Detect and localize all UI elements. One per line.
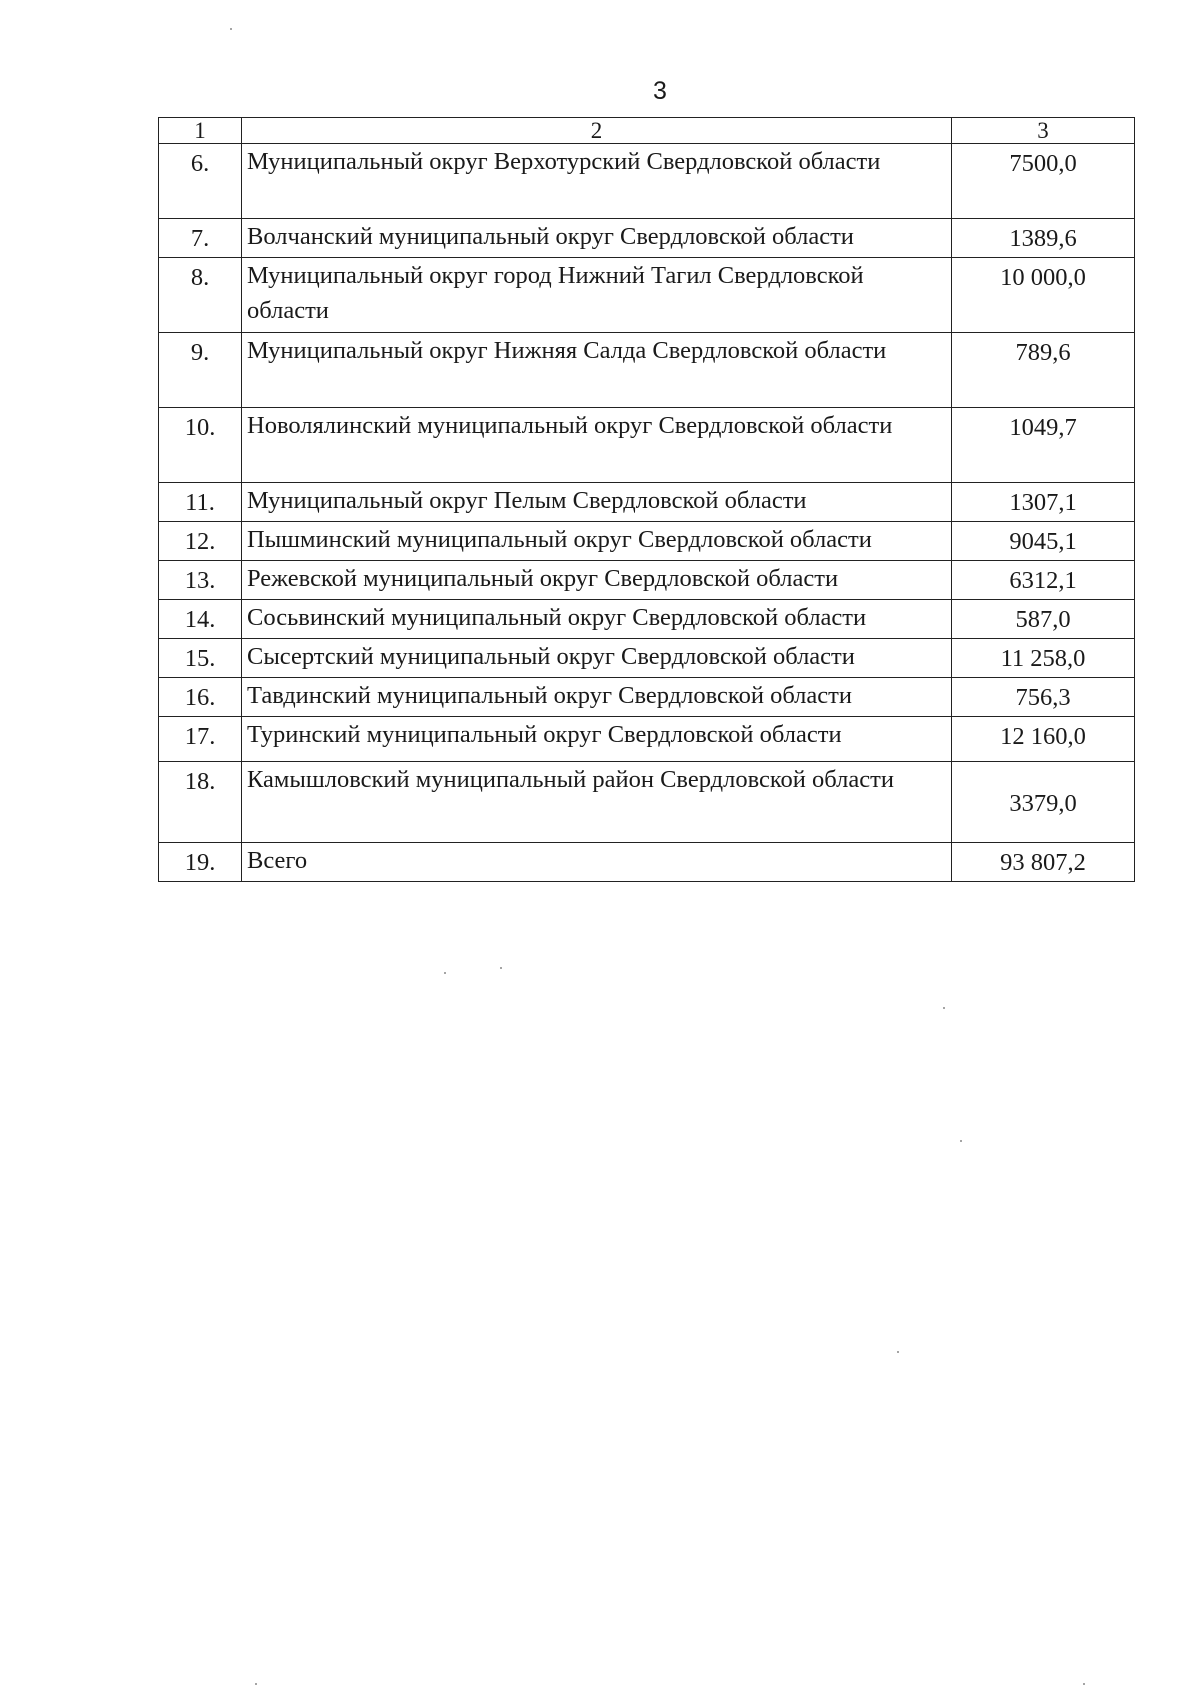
column-name-header: 2 (242, 118, 952, 144)
municipality-name: Пышминский муниципальный округ Свердловской области (242, 522, 952, 561)
scan-speck (943, 1007, 945, 1009)
table-row (159, 561, 1135, 600)
amount-value: 1389,6 (952, 219, 1135, 258)
municipality-name: Муниципальный округ Нижняя Салда Свердловской области (242, 333, 952, 408)
amount-value: 9045,1 (952, 522, 1135, 561)
table-total-row (159, 843, 1135, 882)
scan-speck (1083, 1683, 1085, 1685)
table-row (159, 522, 1135, 561)
municipality-name: Тавдинский муниципальный округ Свердловской области (242, 678, 952, 717)
amount-value: 11 258,0 (952, 639, 1135, 678)
municipality-name: Новолялинский муниципальный округ Свердловской области (242, 408, 952, 483)
scan-speck (444, 972, 446, 974)
table-row (159, 144, 1135, 219)
row-number: 15. (159, 639, 242, 678)
column-value-header: 3 (952, 118, 1135, 144)
municipality-name: Муниципальный округ Верхотурский Свердловской области (242, 144, 952, 219)
scan-speck (960, 1140, 962, 1142)
municipality-name: Волчанский муниципальный округ Свердловской области (242, 219, 952, 258)
amount-value: 6312,1 (952, 561, 1135, 600)
amount-value: 1307,1 (952, 483, 1135, 522)
scan-speck (500, 967, 502, 969)
scan-speck (897, 1351, 899, 1353)
total-label: Всего (242, 843, 952, 882)
amount-value: 789,6 (952, 333, 1135, 408)
table-row (159, 483, 1135, 522)
table-row (159, 762, 1135, 843)
table-row (159, 717, 1135, 762)
column-number-header: 1 (159, 118, 242, 144)
row-number: 8. (159, 258, 242, 333)
scan-speck (255, 1683, 257, 1685)
municipality-name: Сосьвинский муниципальный округ Свердловской области (242, 600, 952, 639)
row-number: 14. (159, 600, 242, 639)
row-number: 13. (159, 561, 242, 600)
table-row (159, 219, 1135, 258)
row-number: 9. (159, 333, 242, 408)
amount-value: 10 000,0 (952, 258, 1135, 333)
table-row (159, 639, 1135, 678)
municipality-name: Муниципальный округ город Нижний Тагил Свердловской области (242, 258, 952, 333)
amount-value: 12 160,0 (952, 717, 1135, 762)
amount-value: 7500,0 (952, 144, 1135, 219)
total-value: 93 807,2 (952, 843, 1135, 882)
municipality-name: Режевской муниципальный округ Свердловской области (242, 561, 952, 600)
row-number: 17. (159, 717, 242, 762)
table-row (159, 258, 1135, 333)
row-number: 6. (159, 144, 242, 219)
municipality-name: Туринский муниципальный округ Свердловской области (242, 717, 952, 762)
municipality-name: Сысертский муниципальный округ Свердловской области (242, 639, 952, 678)
row-number: 19. (159, 843, 242, 882)
row-number: 16. (159, 678, 242, 717)
table-row (159, 600, 1135, 639)
scan-speck (230, 28, 232, 30)
page-number: 3 (653, 77, 667, 105)
table-header-row (159, 118, 1135, 144)
row-number: 7. (159, 219, 242, 258)
municipality-name: Камышловский муниципальный район Свердловской области (242, 762, 952, 843)
amount-value: 756,3 (952, 678, 1135, 717)
amount-value: 3379,0 (952, 762, 1135, 843)
allocation-table (158, 117, 1135, 882)
amount-value: 1049,7 (952, 408, 1135, 483)
row-number: 10. (159, 408, 242, 483)
table-row (159, 333, 1135, 408)
row-number: 12. (159, 522, 242, 561)
table-row (159, 408, 1135, 483)
table-row (159, 678, 1135, 717)
row-number: 11. (159, 483, 242, 522)
row-number: 18. (159, 762, 242, 843)
municipality-name: Муниципальный округ Пелым Свердловской области (242, 483, 952, 522)
amount-value: 587,0 (952, 600, 1135, 639)
